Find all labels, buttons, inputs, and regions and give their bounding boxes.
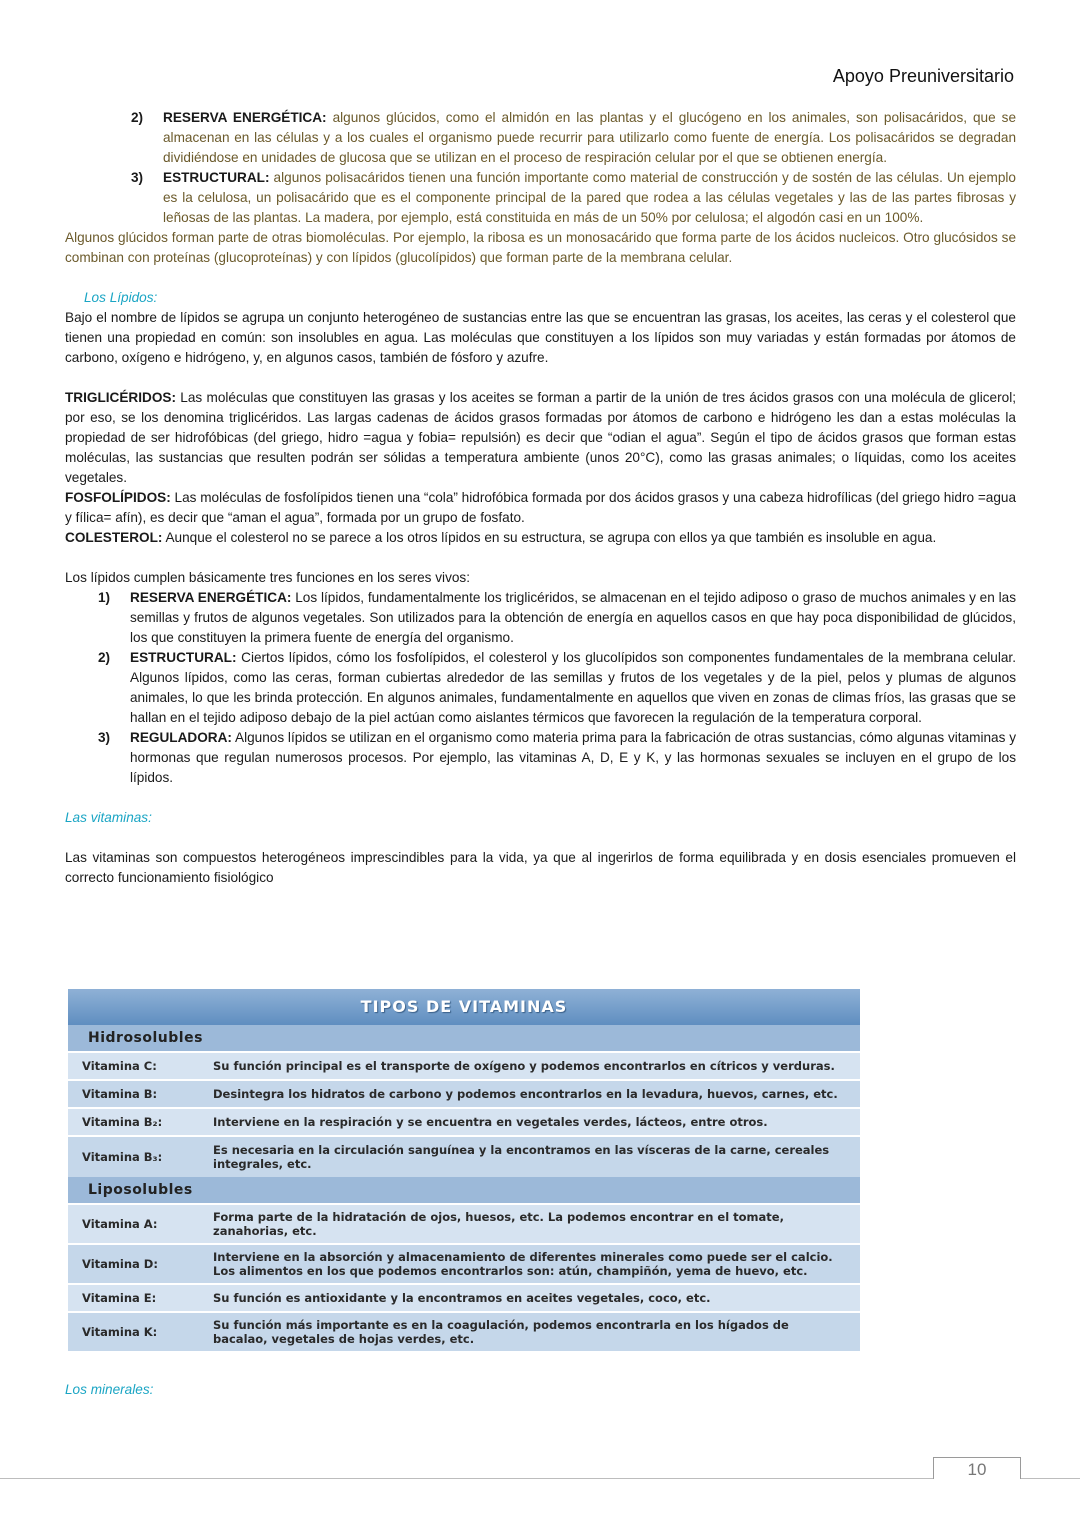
header-title: Apoyo Preuniversitario (832, 66, 1014, 86)
vitamin-description: Es necesaria en la circulación sanguínea y la encontramos en las vísceras de la carne, cereales integrales, etc. (213, 1143, 830, 1171)
vitamin-types-table (68, 989, 860, 1357)
vitamin-description: Forma parte de la hidratación de ojos, huesos, etc. La podemos encontrar en el tomate, zanahorias, etc. (213, 1210, 784, 1238)
list-item (65, 728, 1016, 788)
type-text: Las moléculas de fosfolípidos tienen una “cola” hidrofóbica formada por dos ácidos grasos y una cabeza hidrofílicas (del griego hidro =agua y fílica= afín), es decir que “aman el agua”, formada por un grupo de fosfato. (65, 490, 1016, 525)
list-item (65, 588, 1016, 648)
vitamin-name: Vitamina B₃: (82, 1150, 163, 1164)
table-row (68, 1051, 860, 1079)
list-item (65, 168, 1016, 228)
item-title: RESERVA ENERGÉTICA: (163, 110, 327, 125)
item-text: Los lípidos, fundamentalmente los triglicéridos, se almacenan en el tejido adiposo o graso de muchos animales y en las semillas y frutos de algunos vegetales. Son utilizados para la obtención de energía en aquellos casos en que hay poca disponibilidad de glúcidos, los que constituyen la primera fuente de energía del organismo. (130, 590, 1016, 645)
item-text: algunos glúcidos, como el almidón en las plantas y el glucógeno en los animales, son polisacáridos, que se almacenan en las células y a los cuales el organismo puede recurrir para utilizarlo como fuente de energía. Los polisacáridos se degradan dividiéndose en unidades de glucosa que se utilizan en el proceso de respiración celular por el que se obtienen energía. (163, 110, 1017, 165)
vitamin-name: Vitamina D: (82, 1257, 158, 1271)
table-row (68, 1283, 860, 1311)
vitamin-name: Vitamina B₂: (82, 1115, 163, 1129)
vitamin-description: Su función más importante es en la coagulación, podemos encontrarla en los hígados de bacalao, vegetales de hojas verdes, etc. (213, 1318, 789, 1346)
lipidos-functions-intro: Los lípidos cumplen básicamente tres funciones en los seres vivos: (65, 570, 470, 585)
item-title: ESTRUCTURAL: (130, 650, 237, 665)
section-heading-minerales: Los minerales: (65, 1382, 154, 1397)
lipidos-functions-list (65, 588, 1016, 788)
item-text: Algunos lípidos se utilizan en el organismo como materia prima para la fabricación de otras sustancias, cómo algunas vitaminas y hormonas que regulan numerosos procesos. Por ejemplo, las vitaminas A, D, E y K, y las hormonas sexuales se incluyen en el grupo de los lípidos. (130, 730, 1016, 785)
item-number: 3) (98, 730, 111, 745)
table-row (68, 1079, 860, 1107)
page-number: 10 (933, 1457, 1021, 1479)
table-row (68, 1243, 860, 1283)
item-number: 2) (98, 650, 111, 665)
table-row (68, 1203, 860, 1243)
vitamin-name: Vitamina C: (82, 1059, 157, 1073)
item-title: RESERVA ENERGÉTICA: (130, 590, 292, 605)
vitamin-description: Desintegra los hidratos de carbono y podemos encontrarlos en la levadura, huevos, carnes, etc. (213, 1087, 838, 1101)
vitamin-description: Interviene en la absorción y almacenamiento de diferentes minerales como puede ser el calcio. Los alimentos en los que podemos encontrarlos son: atún, champiñón, yema de huevo, etc. (213, 1250, 833, 1278)
type-text: Las moléculas que constituyen las grasas y los aceites se forman a partir de la unión de tres ácidos grasos con una molécula de glicerol; por eso, se los denomina triglicéridos. Las largas cadenas de ácidos grasos formadas por átomos de carbono e hidrógeno les dan a estas moléculas la propiedad de ser hidrofóbicas (del griego, hidro =agua y fobia= repulsión) es decir que “odian el agua”. Según el tipo de ácidos grasos que forman estas moléculas, las sustancias que resulten podrán ser sólidas a temperatura ambiente (unos 20°C), como las grasas animales; o líquidas, como los aceites vegetales. (65, 390, 1016, 485)
glucidos-note: Algunos glúcidos forman parte de otras biomoléculas. Por ejemplo, la ribosa es un monosacárido que forma parte de los ácidos nucleicos. Otro glucósidos se combinan con proteínas (glucoproteínas) y con lípidos (glucolípidos) que forman parte de la membrana celular. (65, 230, 1016, 265)
glucidos-functions-list (65, 108, 1016, 228)
lipid-type-trigliceridos (65, 388, 1016, 488)
item-title: REGULADORA: (130, 730, 232, 745)
list-item (65, 648, 1016, 728)
vitamin-name: Vitamina E: (82, 1291, 157, 1305)
type-title: FOSFOLÍPIDOS: (65, 490, 171, 505)
footer-divider (0, 1478, 1080, 1479)
vitamin-name: Vitamina B: (82, 1087, 158, 1101)
section-heading-vitaminas: Las vitaminas: (65, 810, 152, 825)
item-number: 2) (131, 110, 144, 125)
vitamin-name: Vitamina K: (82, 1325, 158, 1339)
type-title: COLESTEROL: (65, 530, 163, 545)
vitamin-description: Su función principal es el transporte de oxígeno y podemos encontrarlos en cítricos y verduras. (213, 1059, 835, 1073)
table-row (68, 1107, 860, 1135)
category-liposolubles: Liposolubles (68, 1177, 860, 1203)
vitamin-description: Interviene en la respiración y se encuentra en vegetales verdes, lácteos, entre otros. (213, 1115, 768, 1129)
item-title: ESTRUCTURAL: (163, 170, 270, 185)
section-heading-lipidos: Los Lípidos: (84, 290, 158, 305)
type-title: TRIGLICÉRIDOS: (65, 390, 177, 405)
lipid-type-colesterol (65, 528, 1016, 548)
item-number: 3) (131, 170, 144, 185)
vitaminas-intro: Las vitaminas son compuestos heterogéneos imprescindibles para la vida, ya que al ingerirlos de forma equilibrada y en dosis esenciales promueven el correcto funcionamiento fisiológico (65, 850, 1016, 885)
list-item (65, 108, 1016, 168)
table-row (68, 1135, 860, 1177)
item-number: 1) (98, 590, 111, 605)
item-text: algunos polisacáridos tienen una función importante como material de construcción y de sostén de las células. Un ejemplo es la celulosa, un polisacárido que es el componente principal de la pared que rodea a las células vegetales y las de las partes fibrosas y leñosas de las plantas. La madera, por ejemplo, está constituida en más de un 50% por celulosa; el algodón casi en un 100%. (163, 170, 1016, 225)
page-body (65, 108, 1016, 888)
type-text: Aunque el colesterol no se parece a los otros lípidos en su estructura, se agrupa con ellos ya que también es insoluble en agua. (162, 530, 937, 545)
lipidos-intro: Bajo el nombre de lípidos se agrupa un conjunto heterogéneo de sustancias entre las que se encuentran las grasas, los aceites, las ceras y el colesterol que tienen una propiedad en común: son insolubles en agua. Las moléculas que constituyen a los lípidos son muy variadas y están formadas por átomos de carbono, oxígeno e hidrógeno, y, en algunos casos, también de fósforo y azufre. (65, 310, 1016, 365)
vitamin-description: Su función es antioxidante y la encontramos en aceites vegetales, coco, etc. (213, 1291, 711, 1305)
category-hidrosolubles: Hidrosolubles (68, 1025, 860, 1051)
item-text: Ciertos lípidos, cómo los fosfolípidos, el colesterol y los glucolípidos son componentes fundamentales de la membrana celular. Algunos lípidos, como las ceras, forman cubiertas alrededor de las semillas y frutos de los vegetales y de la piel, pelos y plumas de algunos animales, lo que les brinda protección. En algunos animales, fundamentalmente en aquellos que viven en zonas de climas fríos, las grasas que se hallan en el tejido adiposo debajo de la piel actúan como aislantes térmicos que favorecen la regulación de la temperatura corporal. (130, 650, 1016, 725)
lipid-type-fosfolipidos (65, 488, 1016, 528)
table-title: TIPOS DE VITAMINAS (68, 989, 860, 1025)
vitamin-name: Vitamina A: (82, 1217, 158, 1231)
table-row (68, 1311, 860, 1351)
